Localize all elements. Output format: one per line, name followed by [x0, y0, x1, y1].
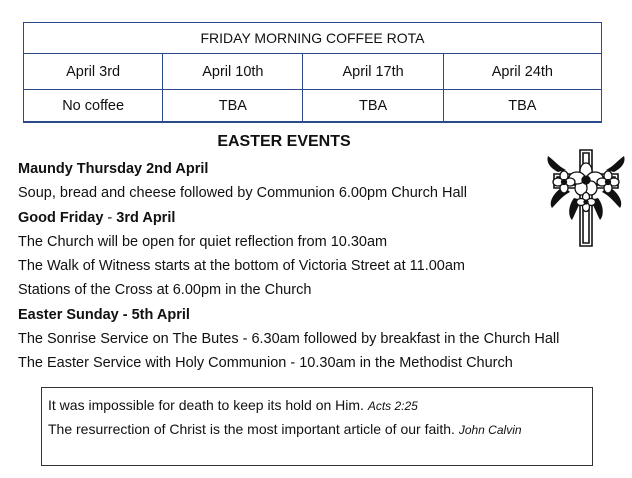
- rota-date-cell: April 17th: [303, 54, 443, 90]
- event-separator: -: [103, 209, 117, 226]
- quote-reference: Acts 2:25: [367, 399, 418, 413]
- event-detail: The Church will be open for quiet reflection from 10.30am: [18, 233, 388, 250]
- event-line: [18, 181, 559, 205]
- coffee-rota-table: [23, 22, 602, 123]
- event-day-heading: Maundy Thursday 2nd April: [18, 161, 209, 177]
- rota-note-cell: TBA: [303, 90, 443, 123]
- event-line: [18, 351, 559, 375]
- event-day-heading: Good Friday: [18, 209, 104, 226]
- quote-line: [48, 418, 592, 442]
- easter-events-heading: EASTER EVENTS: [217, 133, 351, 150]
- event-line: [18, 254, 559, 278]
- event-line: [18, 157, 559, 181]
- quote-text: It was impossible for death to keep its hold on Him.: [48, 397, 368, 413]
- event-line: [18, 230, 559, 254]
- event-detail: The Easter Service with Holy Communion - 10.30am in the Methodist Church: [18, 355, 513, 372]
- rota-note-cell: No coffee: [24, 90, 163, 123]
- event-detail: The Sonrise Service on The Butes - 6.30am followed by breakfast in the Church Hall: [18, 331, 560, 348]
- rota-date-cell: April 3rd: [24, 54, 163, 90]
- rota-date-cell: April 10th: [163, 54, 303, 90]
- event-detail: Stations of the Cross at 6.00pm in the Church: [18, 282, 312, 299]
- event-day-heading: Easter Sunday - 5th April: [18, 306, 190, 323]
- rota-note-cell: TBA: [163, 90, 303, 123]
- quote-line: [48, 394, 592, 418]
- easter-events-list: [18, 157, 559, 376]
- event-day-date: 3rd April: [116, 209, 176, 226]
- rota-date-cell: April 24th: [443, 54, 601, 90]
- quote-reference: John Calvin: [458, 423, 522, 437]
- event-line: [18, 327, 559, 351]
- cross-with-flowers-icon: [544, 146, 628, 250]
- event-detail: Soup, bread and cheese followed by Communion 6.00pm Church Hall: [18, 185, 467, 202]
- event-line: [18, 303, 559, 327]
- quote-text: The resurrection of Christ is the most important article of our faith.: [48, 421, 459, 437]
- event-line: [18, 278, 559, 302]
- rota-title: FRIDAY MORNING COFFEE ROTA: [24, 23, 602, 54]
- event-line: [18, 206, 559, 230]
- quote-box: [41, 387, 593, 466]
- rota-note-cell: TBA: [443, 90, 601, 123]
- event-detail: The Walk of Witness starts at the bottom of Victoria Street at 11.00am: [18, 258, 466, 275]
